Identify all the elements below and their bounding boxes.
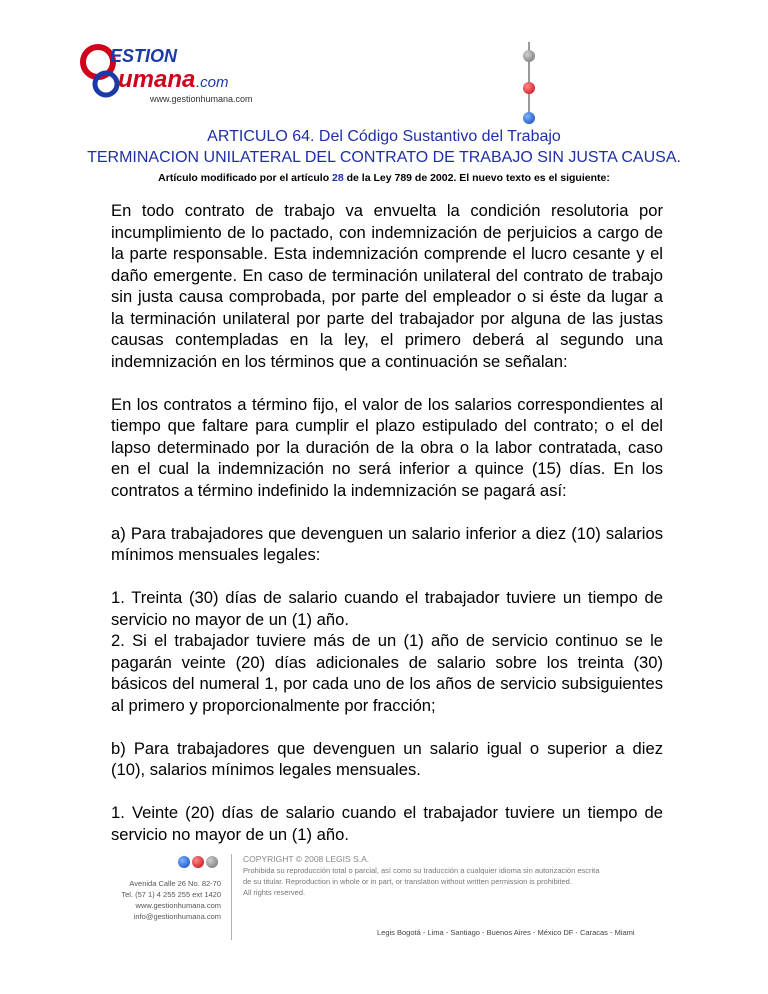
article-number-link[interactable]: 28 — [332, 172, 344, 184]
list-item: 2. Si el trabajador tuviere más de un (1) año de servicio continuo se le pagarán veinte (20) días adicionales de salario sobre los treinta (30) básicos del numeral 1, por cada uno de los años de servicio subsiguientes al primero y proporcionalmente por fracción; — [111, 631, 663, 715]
paragraph: a) Para trabajadores que devenguen un salario inferior a diez (10) salarios mínimos mensuales legales: — [111, 523, 663, 564]
paragraph: En todo contrato de trabajo va envuelta la condición resolutoria por incumplimiento de lo pactado, con indemnización de perjuicios a cargo de la parte responsable. Esta indemnización comprende el lucro cesante y el daño emergente. En caso de terminación unilateral del contrato de trabajo sin justa causa comprobada, por parte del empleador o si éste da lugar a la terminación unilateral por parte del trabajador por alguna de las justas causas contempladas en la ley, el primero deberá al segundo una indemnización en los términos que a continuación se señalan: — [111, 201, 663, 371]
logo-graphic — [78, 40, 268, 100]
gray-ball-icon — [206, 856, 218, 868]
red-dot-icon — [523, 82, 535, 94]
footer-divider — [231, 854, 232, 940]
article-subtitle — [0, 172, 768, 184]
footer-cities: Legis Bogotá - Lima - Santiago - Buenos Aires - México DF - Caracas - Miami — [377, 928, 635, 937]
list-item: 1. Treinta (30) días de salario cuando el trabajador tuviere un tiempo de servicio no mayor de un (1) año. — [111, 588, 663, 629]
phone-line: Tel. (57 1) 4 255 255 ext 1420 — [121, 890, 221, 899]
red-ball-icon — [192, 856, 204, 868]
footer — [0, 850, 768, 950]
gray-dot-icon — [523, 50, 535, 62]
article-heading: TERMINACION UNILATERAL DEL CONTRATO DE TRABAJO SIN JUSTA CAUSA. — [87, 149, 681, 166]
gestion-humana-logo — [78, 40, 268, 116]
paragraph: En los contratos a término fijo, el valor de los salarios correspondientes al tiempo que faltare para cumplir el plazo estipulado del contrato; o el del lapso determinado por la duración de la obra o la labor contratada, caso en el cual la indemnización no será inferior a quince (15) días. En los contratos a término indefinido la indemnización se pagará así: — [111, 394, 663, 500]
copyright-line: Prohibida su reproducción total o parcial, así como su traducción a cualquier idioma sin autorización escrita — [243, 866, 600, 875]
copyright-line: de su titular. Reproduction in whole or in part, or translation without written permission is prohibited. — [243, 877, 572, 886]
copyright-line: All rights reserved. — [243, 888, 306, 897]
subtitle-after: de la Ley 789 de 2002. El nuevo texto es el siguiente: — [343, 172, 610, 184]
list-item: 1. Veinte (20) días de salario cuando el trabajador tuviere un tiempo de servicio no mayor de un (1) año. — [111, 803, 663, 844]
logo-main-word: umana — [118, 66, 196, 93]
footer-address — [121, 878, 221, 922]
footer-copyright — [243, 854, 723, 898]
email-link[interactable]: info@gestionhumana.com — [133, 912, 221, 921]
subtitle-before: Artículo modificado por el artículo — [158, 172, 333, 184]
blue-ball-icon — [178, 856, 190, 868]
logo-top-word: ESTION — [110, 46, 178, 66]
logo-url: www.gestionhumana.com — [150, 94, 253, 104]
article-title: ARTICULO 64. Del Código Sustantivo del Trabajo — [207, 128, 561, 145]
blue-dot-icon — [523, 112, 535, 124]
article-body — [111, 200, 663, 845]
paragraph: b) Para trabajadores que devenguen un salario igual o superior a diez (10), salarios mínimos legales mensuales. — [111, 738, 663, 779]
copyright-title: COPYRIGHT © 2008 LEGIS S.A. — [243, 854, 370, 864]
address-line: Avenida Calle 26 No. 82-70 — [129, 879, 221, 888]
footer-balls — [178, 855, 220, 873]
logo-dotcom: .com — [196, 74, 229, 91]
website-link[interactable]: www.gestionhumana.com — [135, 901, 221, 910]
